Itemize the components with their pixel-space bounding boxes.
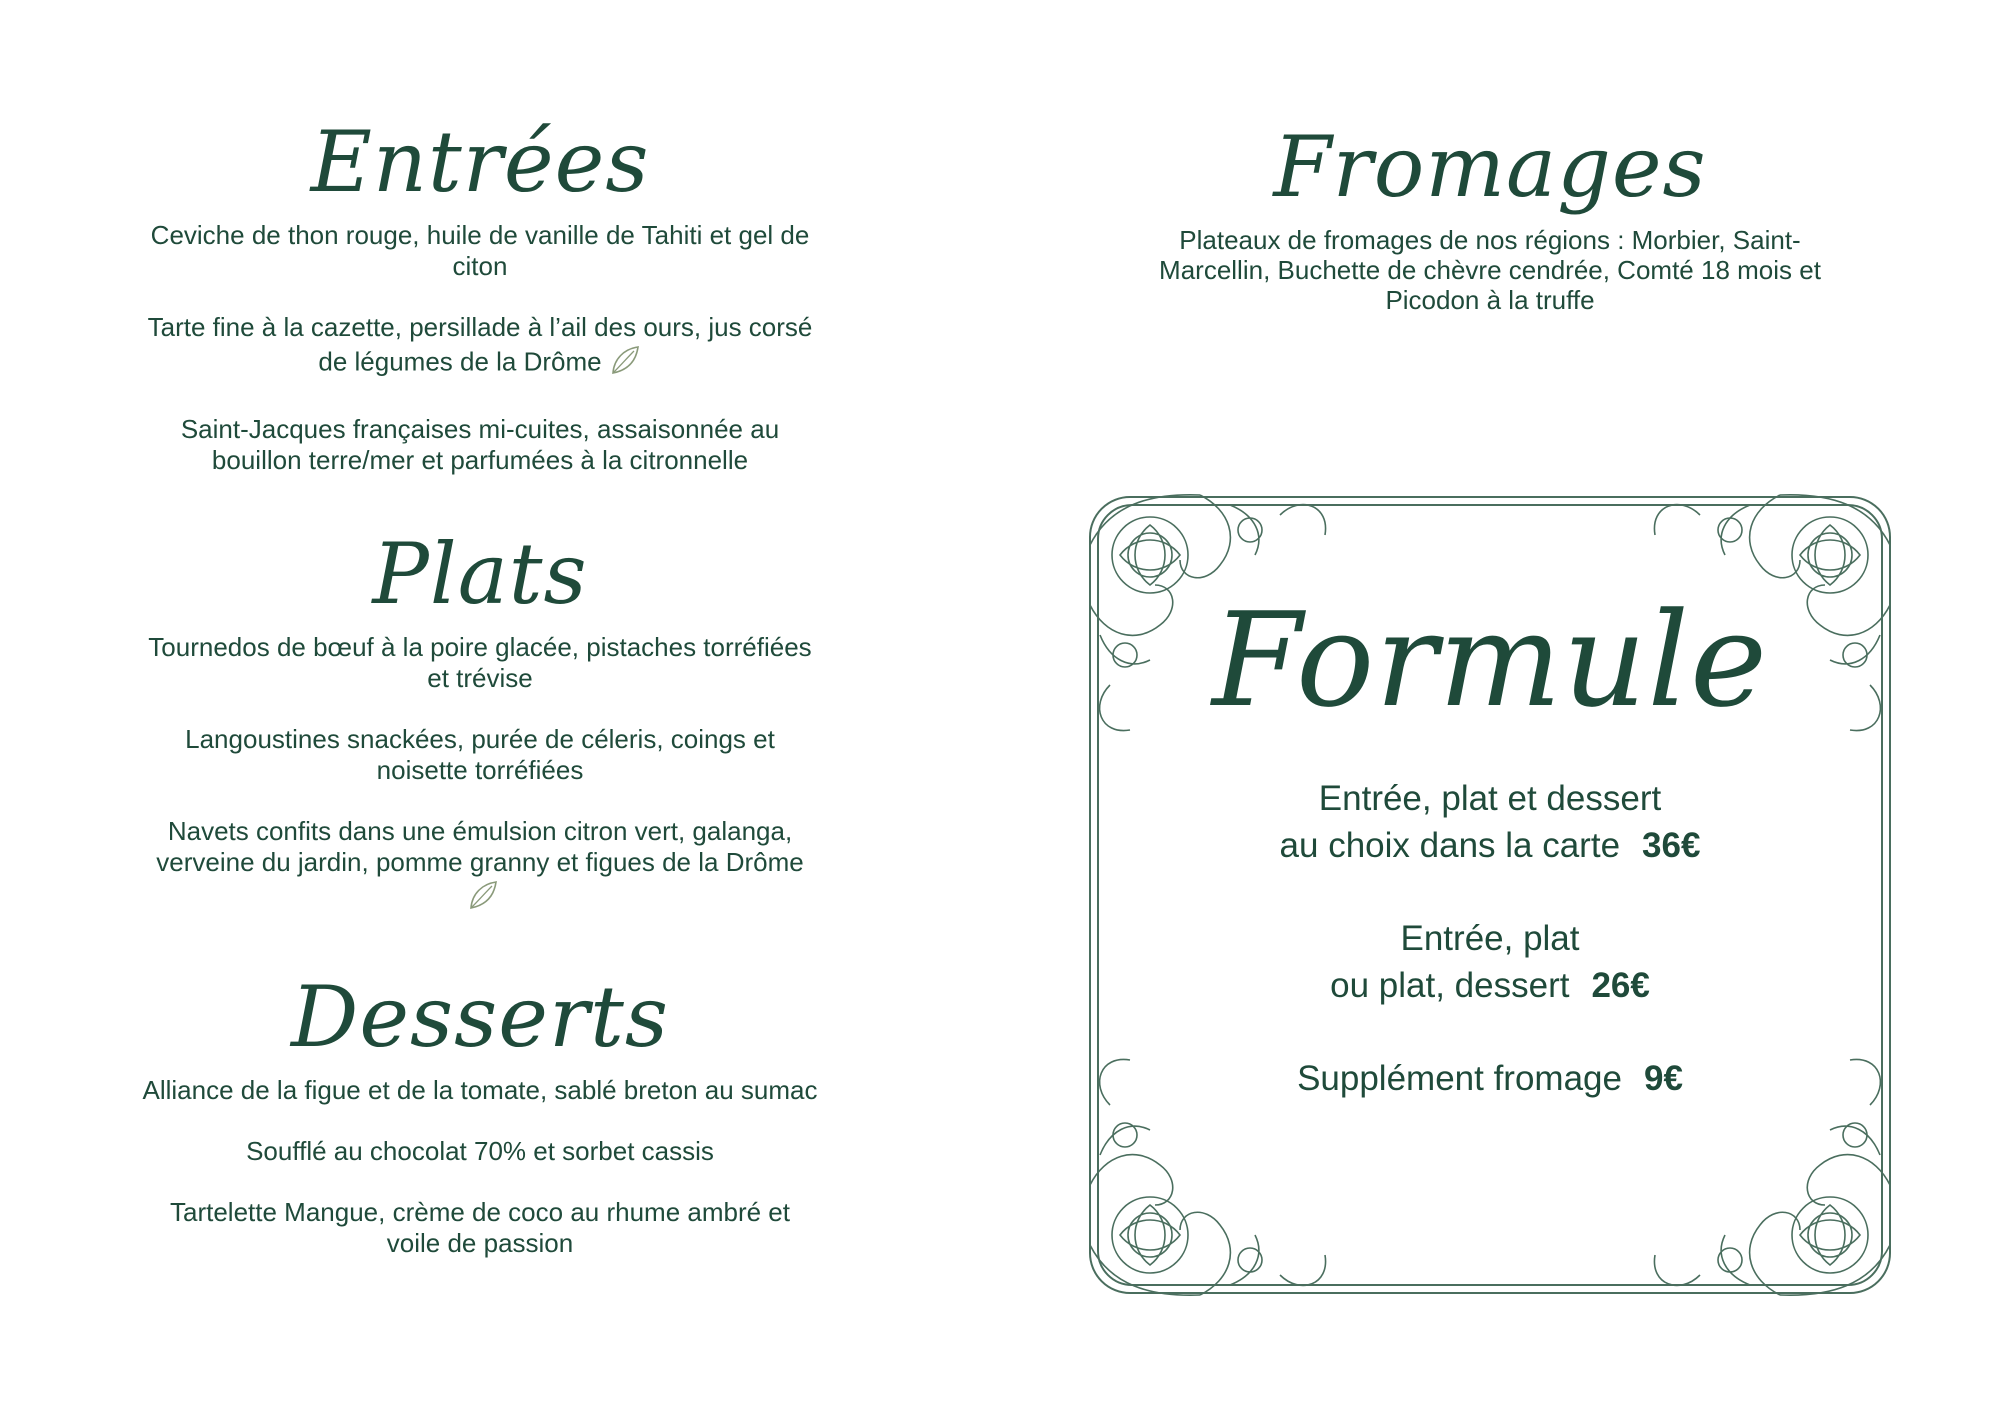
- dish-plat-2: Langoustines snackées, purée de céleris, coings et noisette torréfiées: [185, 724, 775, 785]
- formule-content: [1080, 584, 1900, 1148]
- dish-entree-2-text: Tarte fine à la cazette, persillade à l’ail des ours, jus corsé de légumes de la Drôme: [147, 312, 813, 377]
- dish-dessert-3: Tartelette Mangue, crème de coco au rhume ambré et voile de passion: [170, 1197, 790, 1258]
- leaf-icon: [608, 343, 642, 384]
- formule-offer-1-line2: au choix dans la carte: [1279, 826, 1621, 865]
- section-title-plats: Plats: [372, 525, 588, 623]
- formule-title: Formule: [1211, 584, 1768, 736]
- formule-offer-2-line2: ou plat, dessert: [1330, 966, 1570, 1005]
- formule-offer-2-line2-row: [1080, 962, 1900, 1009]
- dish-dessert-2: Soufflé au chocolat 70% et sorbet cassis: [246, 1136, 714, 1166]
- dish-entree-2: [140, 312, 820, 384]
- formule-offer-2-line1: Entrée, plat: [1400, 919, 1580, 958]
- dish-dessert-1: Alliance de la figue et de la tomate, sablé breton au sumac: [142, 1075, 818, 1105]
- formule-offer-1-line1: Entrée, plat et dessert: [1318, 779, 1662, 818]
- section-title-entrees: Entrées: [310, 113, 650, 211]
- dish-entree-3: Saint-Jacques françaises mi-cuites, assaisonnée au bouillon terre/mer et parfumées à la citronnelle: [180, 414, 780, 475]
- dish-entree-1: Ceviche de thon rouge, huile de vanille de Tahiti et gel de citon: [150, 220, 810, 281]
- formule-offer-1-line2-row: [1080, 822, 1900, 869]
- formule-offer-1-price: 36€: [1642, 826, 1701, 865]
- dish-plat-1: Tournedos de bœuf à la poire glacée, pistaches torréfiées et trévise: [148, 632, 812, 693]
- formule-frame: [1080, 485, 1900, 1305]
- formule-offer-1: [1080, 775, 1900, 869]
- dish-plat-3-text: Navets confits dans une émulsion citron vert, galanga, verveine du jardin, pomme granny et figues de la Drôme: [156, 816, 804, 877]
- formule-offer-3: [1080, 1055, 1900, 1102]
- formule-offer-3-line1: Supplément fromage: [1297, 1059, 1622, 1098]
- fromages-description: Plateaux de fromages de nos régions : Morbier, Saint-Marcellin, Buchette de chèvre cendrée, Comté 18 mois et Picodon à la truffe: [1159, 225, 1821, 315]
- formule-offer-3-price: 9€: [1643, 1059, 1683, 1098]
- section-title-fromages: Fromages: [1273, 118, 1707, 216]
- menu-left-column: [130, 113, 830, 1289]
- formule-offer-2-price: 26€: [1591, 966, 1650, 1005]
- leaf-icon: [466, 878, 500, 919]
- dish-plat-3: [140, 816, 820, 919]
- fromages-section: [1140, 118, 1840, 315]
- formule-offer-2: [1080, 915, 1900, 1009]
- section-title-desserts: Desserts: [290, 968, 669, 1066]
